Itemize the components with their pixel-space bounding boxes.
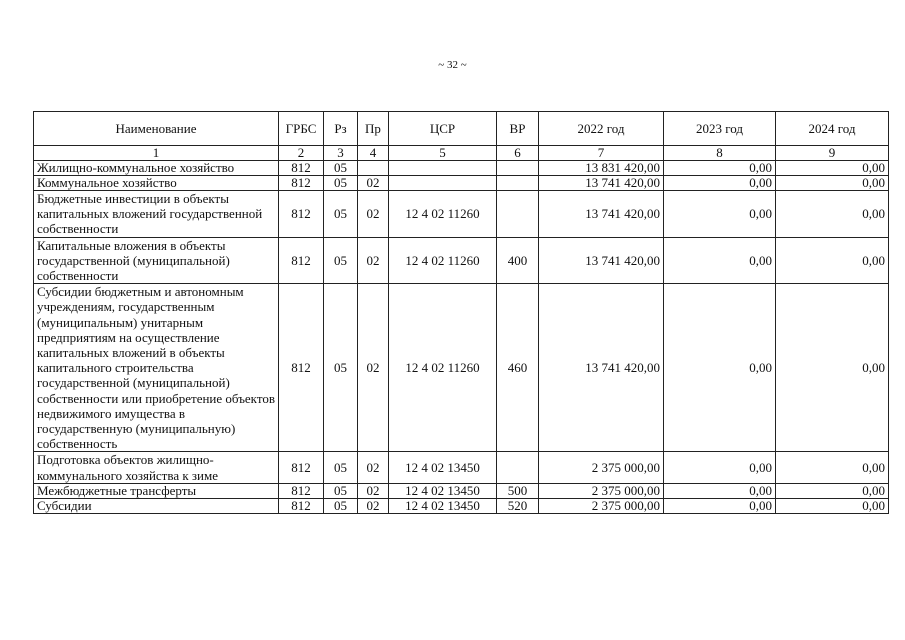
column-number-row [34,146,889,161]
row-amount-2023: 0,00 [664,284,776,452]
table-row [34,483,889,498]
row-amount-2023: 0,00 [664,237,776,284]
row-name: Коммунальное хозяйство [34,176,279,191]
column-number: 1 [34,146,279,161]
row-rz: 05 [324,191,358,238]
row-rz: 05 [324,498,358,513]
row-amount-2022: 13 741 420,00 [539,191,664,238]
table-row [34,191,889,238]
row-amount-2024: 0,00 [776,284,889,452]
row-amount-2024: 0,00 [776,483,889,498]
header-cell-pr: Пр [358,112,389,146]
column-number: 5 [389,146,497,161]
header-cell-vr: ВР [497,112,539,146]
row-name: Межбюджетные трансферты [34,483,279,498]
row-csr: 12 4 02 11260 [389,284,497,452]
row-grbs: 812 [279,237,324,284]
header-cell-2023: 2023 год [664,112,776,146]
header-cell-grbs: ГРБС [279,112,324,146]
table-header [34,112,889,161]
row-amount-2024: 0,00 [776,498,889,513]
row-amount-2022: 2 375 000,00 [539,498,664,513]
column-number: 7 [539,146,664,161]
row-vr [497,452,539,483]
row-name: Подготовка объектов жилищно-коммунального хозяйства к зиме [34,452,279,483]
table-row [34,237,889,284]
table-row [34,176,889,191]
row-name: Жилищно-коммунальное хозяйство [34,161,279,176]
row-pr: 02 [358,237,389,284]
row-vr: 520 [497,498,539,513]
column-number: 8 [664,146,776,161]
row-amount-2023: 0,00 [664,498,776,513]
row-pr: 02 [358,498,389,513]
row-amount-2024: 0,00 [776,452,889,483]
row-amount-2023: 0,00 [664,191,776,238]
row-amount-2022: 2 375 000,00 [539,452,664,483]
row-pr [358,161,389,176]
page-number: ~ 32 ~ [438,59,467,71]
column-number: 9 [776,146,889,161]
row-amount-2022: 13 741 420,00 [539,237,664,284]
row-rz: 05 [324,284,358,452]
row-rz: 05 [324,237,358,284]
column-number: 6 [497,146,539,161]
header-cell-2022: 2022 год [539,112,664,146]
header-cell-name: Наименование [34,112,279,146]
row-amount-2022: 13 741 420,00 [539,284,664,452]
row-csr: 12 4 02 13450 [389,483,497,498]
column-number: 2 [279,146,324,161]
row-grbs: 812 [279,483,324,498]
row-pr: 02 [358,191,389,238]
row-csr: 12 4 02 13450 [389,498,497,513]
row-pr: 02 [358,483,389,498]
row-amount-2023: 0,00 [664,161,776,176]
row-csr [389,161,497,176]
header-cell-rz: Рз [324,112,358,146]
row-amount-2023: 0,00 [664,483,776,498]
row-amount-2024: 0,00 [776,176,889,191]
table-row [34,161,889,176]
row-amount-2024: 0,00 [776,237,889,284]
row-name: Капитальные вложения в объекты государственной (муниципальной) собственности [34,237,279,284]
row-vr [497,176,539,191]
budget-table [33,111,889,514]
table-row [34,284,889,452]
column-number: 3 [324,146,358,161]
row-name: Субсидии [34,498,279,513]
row-vr [497,161,539,176]
row-grbs: 812 [279,452,324,483]
row-amount-2022: 2 375 000,00 [539,483,664,498]
column-number: 4 [358,146,389,161]
row-grbs: 812 [279,191,324,238]
row-csr [389,176,497,191]
row-rz: 05 [324,483,358,498]
row-pr: 02 [358,452,389,483]
row-name: Бюджетные инвестиции в объекты капитальных вложений государственной собственности [34,191,279,238]
row-rz: 05 [324,161,358,176]
row-amount-2022: 13 831 420,00 [539,161,664,176]
row-grbs: 812 [279,498,324,513]
row-amount-2024: 0,00 [776,191,889,238]
table-row [34,452,889,483]
row-vr: 500 [497,483,539,498]
row-vr: 400 [497,237,539,284]
row-name: Субсидии бюджетным и автономным учреждениям, государственным (муниципальным) унитарным предприятиям на осуществление капитальных вложений в объекты капитального строительства государственной (муниципальной) собственности или приобретение объектов недвижимого имущества в государственную (муниципальную) собственность [34,284,279,452]
row-vr [497,191,539,238]
row-rz: 05 [324,452,358,483]
row-csr: 12 4 02 11260 [389,191,497,238]
row-amount-2023: 0,00 [664,452,776,483]
row-amount-2023: 0,00 [664,176,776,191]
row-grbs: 812 [279,284,324,452]
row-vr: 460 [497,284,539,452]
table-body [34,161,889,514]
header-cell-2024: 2024 год [776,112,889,146]
row-rz: 05 [324,176,358,191]
table-row [34,498,889,513]
row-csr: 12 4 02 11260 [389,237,497,284]
row-amount-2024: 0,00 [776,161,889,176]
row-grbs: 812 [279,161,324,176]
row-pr: 02 [358,176,389,191]
row-amount-2022: 13 741 420,00 [539,176,664,191]
header-row [34,112,889,146]
header-cell-csr: ЦСР [389,112,497,146]
row-pr: 02 [358,284,389,452]
row-csr: 12 4 02 13450 [389,452,497,483]
row-grbs: 812 [279,176,324,191]
